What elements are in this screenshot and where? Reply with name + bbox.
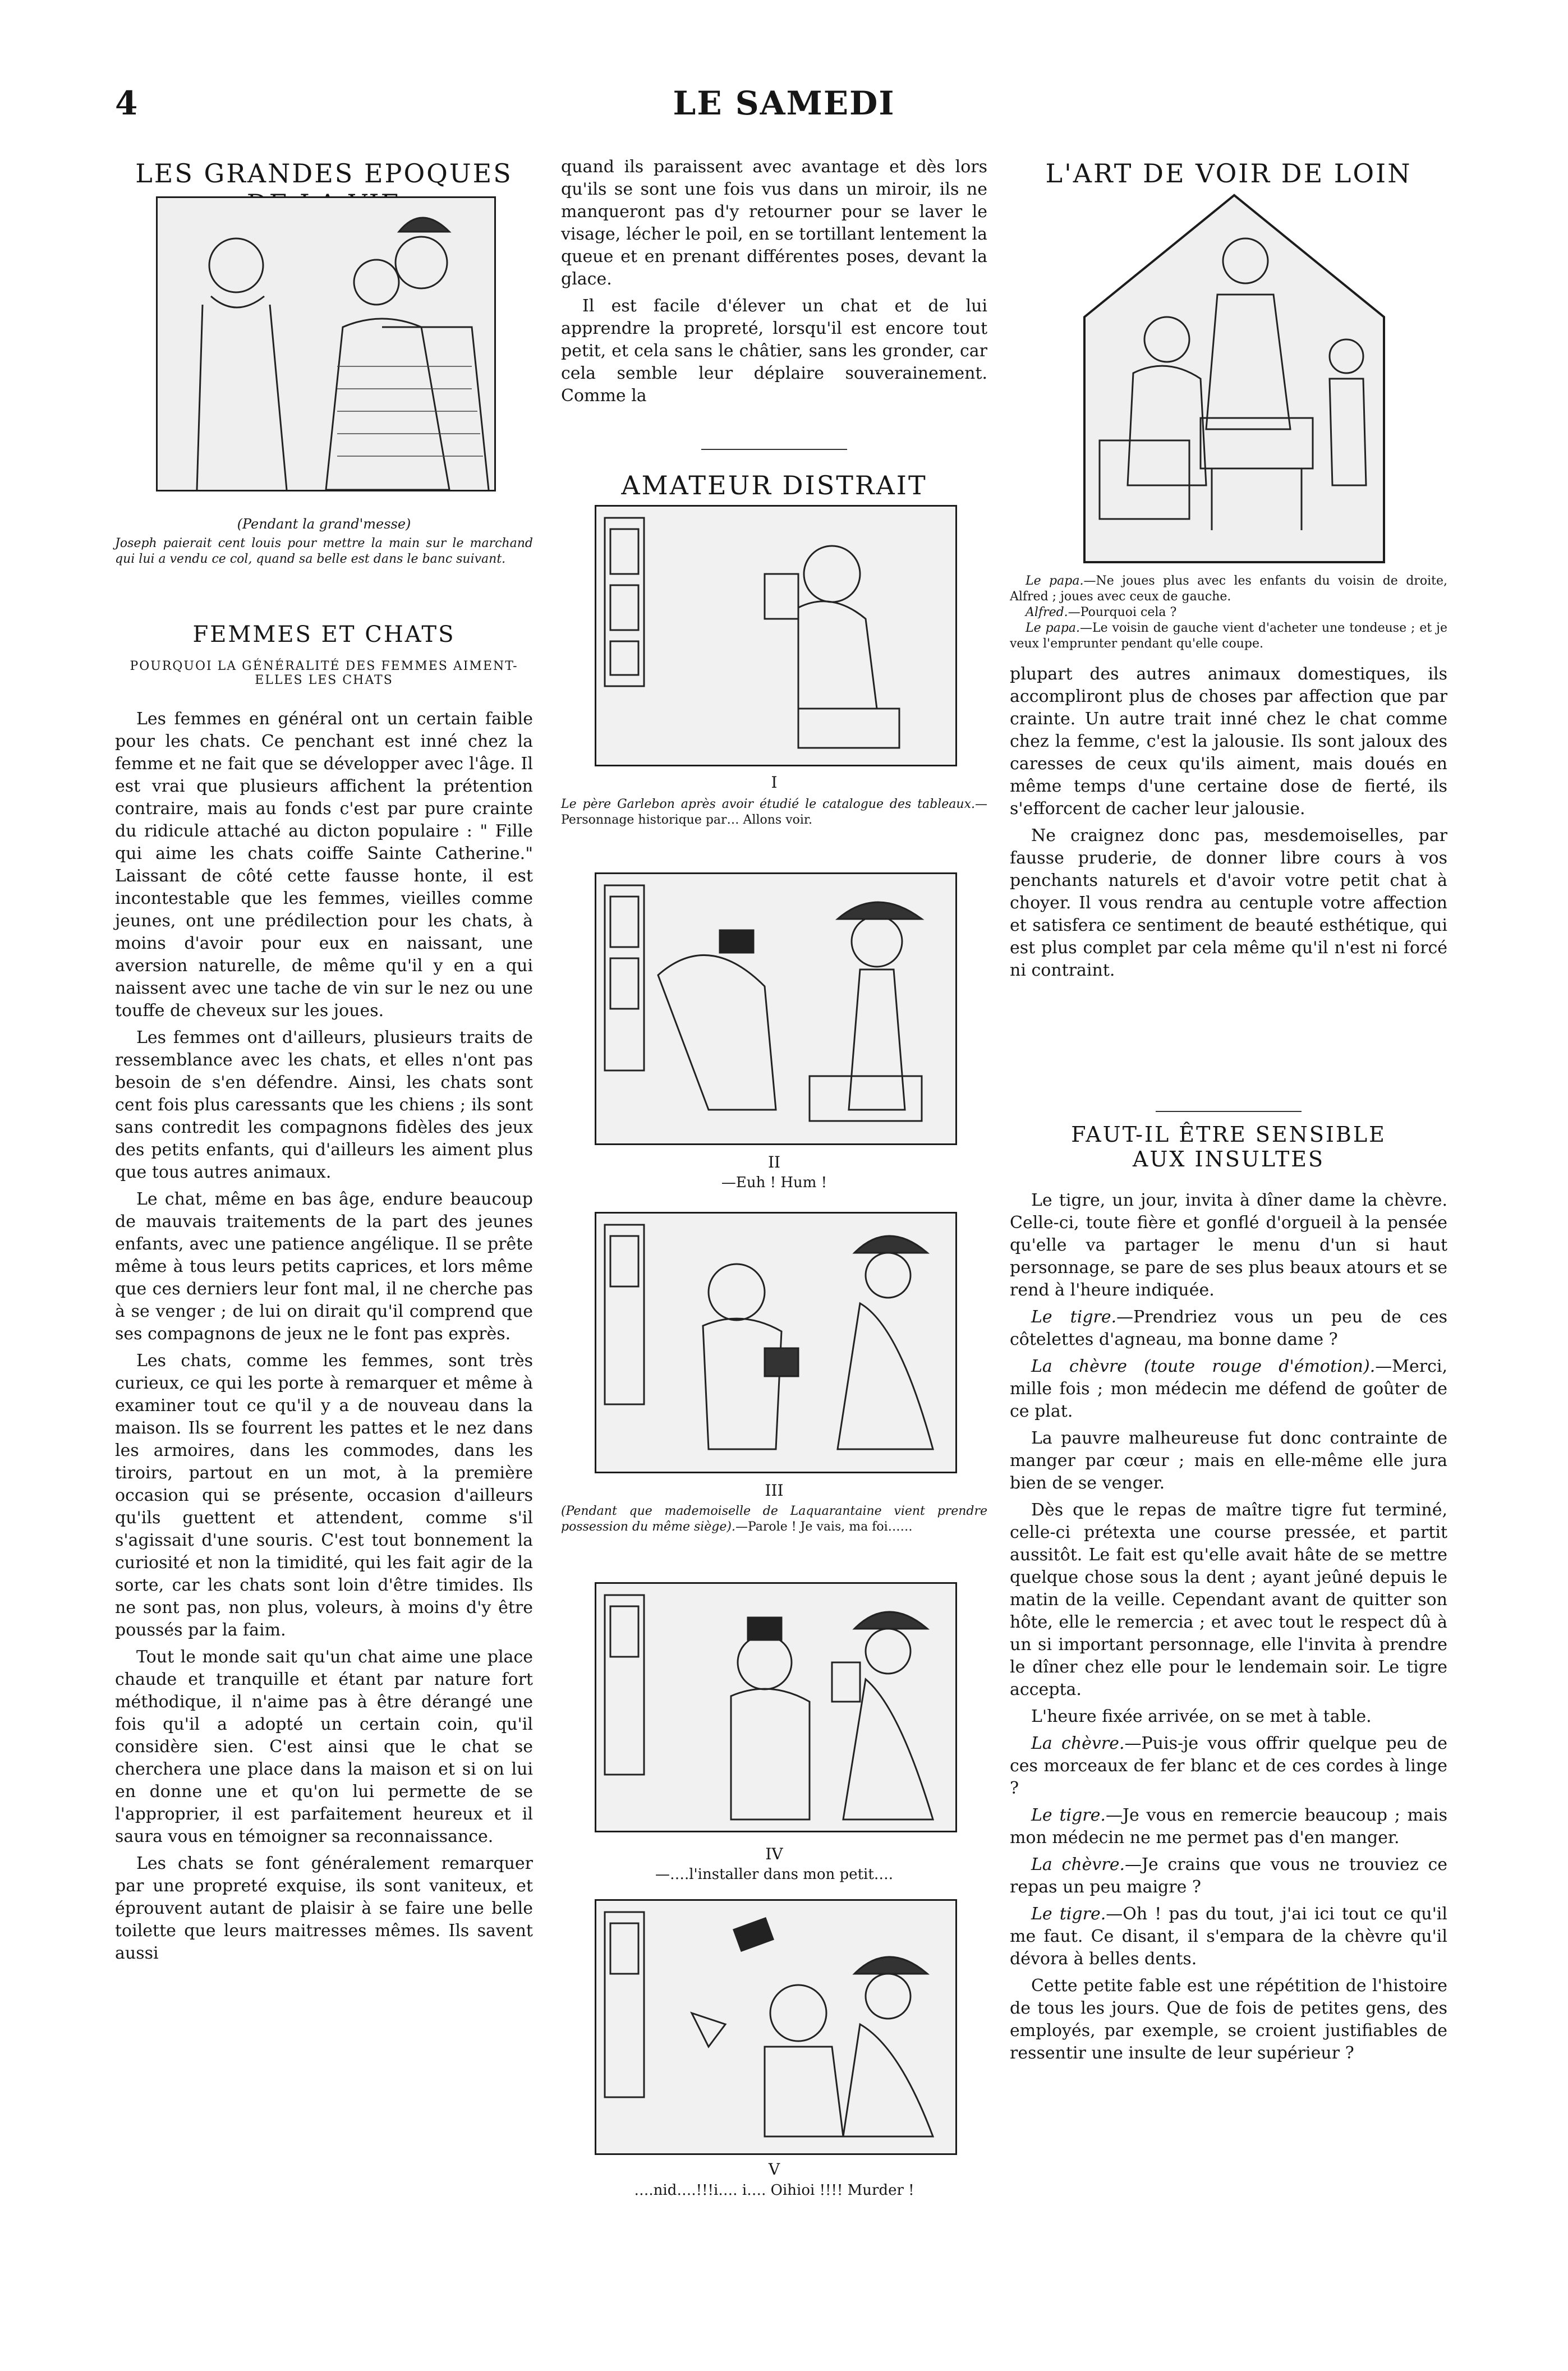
speaker: La chèvre. <box>1031 1855 1125 1874</box>
panel-caption-text: —Personnage historique par… Allons voir. <box>561 797 987 827</box>
fable-text: —Je crains que vous ne trouviez ce repas un peu maigre ? <box>1010 1855 1447 1897</box>
fable-text: Dès que le repas de maître tigre fut terminé, celle-ci prétexta une course pressée, et partit aussitôt. Le fait est qu'elle avait hâte de se mettre quelque chose sous la dent ; ayant jeûné depuis le matin de la veille. Cependant avant de quitter son hôte, elle le remercia ; et avec tout le respect dû à un si important personnage, elle l'invita à prendre le dîner chez elle pour le lendemain soir. Le tigre accepta. <box>1010 1500 1447 1699</box>
fable-paragraph <box>1010 1903 1447 1970</box>
panel-number: IV <box>765 1845 783 1863</box>
fable-text: —Merci, mille fois ; mon médecin me défend de goûter de ce plat. <box>1010 1357 1447 1421</box>
fable-text: Cette petite fable est une répétition de l'histoire de tous les jours. Que de fois de petites gens, des employés, par exemple, se croient justifiables de ressentir une insulte de leur supérieur ? <box>1010 1976 1447 2063</box>
panel-caption: —….l'installer dans mon petit…. <box>655 1866 894 1883</box>
dialogue-text: —Pourquoi cela ? <box>1068 605 1177 619</box>
panel-number: III <box>765 1481 784 1500</box>
article-kicker: POURQUOI LA GÉNÉRALITÉ DES FEMMES AIMENT-ELLES LES CHATS <box>130 659 518 687</box>
fable-paragraph <box>1010 1706 1447 1728</box>
paragraph: Les chats, comme les femmes, sont très curieux, ce qui les porte à remarquer et même à examiner tout ce qu'il y a de nouveau dans la maison. Ils se fourrent les pattes et le nez dans les armoires, dans les commodes, dans les tiroirs, partout en un mot, à la première occasion qui se présente, occasion d'ailleurs qu'ils guettent et attendent, comme s'il s'agissait d'une souris. C'est tout bonnement la curiosité et non la timidité, qui les fait agir de la sorte, car les chats sont loin d'être timides. Ils ne sont pas, non plus, voleurs, à moins d'y être poussés par la faim. <box>115 1351 533 1640</box>
fable-body <box>1010 1189 1447 2069</box>
fable-text: Le tigre, un jour, invita à dîner dame la chèvre. Celle-ci, toute fière et gonflé d'orgueil à la pensée qu'elle va partager le menu d'un si haut personnage, se pare de ses plus beaux atours et se rend à l'heure indiquée. <box>1010 1191 1447 1300</box>
fable-paragraph <box>1010 1733 1447 1800</box>
speaker: Le papa. <box>1026 574 1084 588</box>
speaker: Le tigre. <box>1031 1904 1106 1924</box>
fable-text: —Je vous en remercie beaucoup ; mais mon médecin ne me permet pas d'en manger. <box>1010 1805 1447 1848</box>
church-scene-illustration <box>156 196 496 491</box>
comic-panel-5 <box>595 1899 957 2155</box>
paragraph: Le chat, même en bas âge, endure beaucoup de mauvais traitements de la part des jeunes enfants, avec une patience angélique. Il se prête même à tous leurs petits caprices, et lors même que ces derniers leur font mal, il ne cherche pas à se venger ; de lui on dirait qu'il comprend que ses compagnons de jeux ne le font pas exprès. <box>115 1189 533 1344</box>
comic-panel-1 <box>595 505 957 766</box>
article-continuation <box>1010 663 1447 986</box>
article-continuation <box>561 156 987 412</box>
paragraph: Les femmes en général ont un certain faible pour les chats. Ce penchant est inné chez la femme et ne fait que se développer avec l'âge. Il est vrai que plusieurs affichent la prétention contraire, mais au fonds c'est par pure crainte du ridicule attaché au dicton populaire : " Fille qui aime les chats coiffe Sainte Catherine." Laissant de côté cette fausse honte, il est incontestable que les femmes, vieilles comme jeunes, ont une prédilection pour les chats, à moins d'avoir pour eux en naissant, une aversion naturelle, de même qu'il y en a qui naissent avec une tache de vin sur le nez ou une touffe de cheveux sur les joues. <box>115 709 533 1021</box>
paragraph: quand ils paraissent avec avantage et dès lors qu'ils se sont une fois vus dans un miroir, ils ne manqueront pas d'y retourner pour se laver le visage, lécher le poil, en se tortillant lentement la queue et en prenant différentes poses, devant la glace. <box>561 157 987 289</box>
article-body <box>115 708 533 1969</box>
journal-title: LE SAMEDI <box>673 84 895 122</box>
comic-panel-4 <box>595 1582 957 1832</box>
panel-number: V <box>768 2160 780 2179</box>
illustration-caption-title: (Pendant la grand'messe) <box>237 516 411 532</box>
comic-title: AMATEUR DISTRAIT <box>621 470 927 500</box>
fable-paragraph <box>1010 1427 1447 1495</box>
panel-number: I <box>771 773 778 792</box>
paragraph: plupart des autres animaux domestiques, ils accompliront plus de choses par affection que par crainte. Un autre trait inné chez le chat comme chez la femme, c'est la jalousie. Ils sont jaloux des caresses de ceux qu'ils aiment, mais doués en même temps d'une certaine dose de fierté, ils s'efforcent de cacher leur jalousie. <box>1010 664 1447 819</box>
panel-caption: ….nid….!!!i…. i…. Oihioi !!!! Murder ! <box>634 2182 914 2199</box>
fable-title: FAUT-IL ÊTRE SENSIBLE AUX INSULTES <box>1071 1122 1386 1171</box>
fable-paragraph <box>1010 1854 1447 1899</box>
fable-text: La pauvre malheureuse fut donc contrainte de manger par cœur ; mais en elle-même elle jura bien de se venger. <box>1010 1428 1447 1493</box>
panel-caption-italic: Le père Garlebon après avoir étudié le catalogue des tableaux. <box>561 797 975 811</box>
dialogue-line <box>1010 621 1447 652</box>
panel-caption: —Euh ! Hum ! <box>721 1174 827 1191</box>
col3-title: L'ART DE VOIR DE LOIN <box>1045 158 1412 189</box>
article-title: FEMMES ET CHATS <box>192 622 456 647</box>
fable-text: —Puis-je vous offrir quelque peu de ces morceaux de fer blanc et de ces cordes à linge ? <box>1010 1734 1447 1798</box>
panel-number: II <box>767 1153 781 1171</box>
page-number: 4 <box>115 84 138 122</box>
speaker: Le tigre. <box>1031 1307 1117 1327</box>
fable-text: —Oh ! pas du tout, j'ai ici tout ce qu'il me faut. Ce disant, il s'empara de la chèvre qu'il dévora à belles dents. <box>1010 1904 1447 1969</box>
panel-caption <box>561 1504 987 1535</box>
family-scene-illustration <box>1083 194 1386 564</box>
fable-paragraph <box>1010 1499 1447 1701</box>
paragraph: Tout le monde sait qu'un chat aime une place chaude et tranquille et étant par nature fort méthodique, il n'aime pas à être dérangé une fois qu'il a adopté un certain coin, qu'il considère sien. C'est ainsi que le chat se cherchera une place dans la maison et si on lui en donne une et qu'on lui permette de se l'approprier, il est parfaitement heureux et il saura vous en témoigner sa reconnaissance. <box>115 1647 533 1846</box>
fable-text: L'heure fixée arrivée, on se met à table. <box>1031 1707 1372 1726</box>
illustration-caption: Joseph paierait cent louis pour mettre la main sur le marchand qui lui a vendu ce col, quand sa belle est dans le banc suivant. <box>115 536 533 566</box>
fable-text: —Prendriez vous un peu de ces côtelettes d'agneau, ma bonne dame ? <box>1010 1307 1447 1349</box>
comic-panel-3 <box>595 1212 957 1473</box>
divider <box>701 449 847 450</box>
speaker: La chèvre. <box>1031 1734 1125 1753</box>
fable-paragraph <box>1010 1306 1447 1351</box>
dialogue-line <box>1010 573 1447 605</box>
fable-paragraph <box>1010 1189 1447 1302</box>
fable-paragraph <box>1010 1975 1447 2065</box>
paragraph: Ne craignez donc pas, mesdemoiselles, par fausse pruderie, de donner libre cours à vos penchants naturels et d'avoir votre petit chat à choyer. Il vous rendra au centuple votre affection et satisfera ce sentiment de beauté esthétique, qui est plus complet par cela même qu'il n'est ni forcé ni contraint. <box>1010 826 1447 980</box>
dialogue <box>1010 573 1447 652</box>
speaker: Le papa. <box>1026 621 1080 635</box>
comic-panel-2 <box>595 872 957 1145</box>
speaker: Le tigre. <box>1031 1805 1106 1825</box>
divider <box>1156 1111 1302 1112</box>
paragraph: Les chats se font généralement remarquer par une propreté exquise, ils sont vaniteux, et éprouvent autant de plaisir à se faire une belle toilette que leurs maitresses mêmes. Ils savent aussi <box>115 1854 533 1963</box>
paragraph: Il est facile d'élever un chat et de lui apprendre la propreté, lorsqu'il est encore tout petit, et cela sans le châtier, sans les gronder, car cela semble leur déplaire souverainement. Comme la <box>561 296 987 406</box>
paragraph: Les femmes ont d'ailleurs, plusieurs traits de ressemblance avec les chats, et elles n'ont pas besoin de s'en défendre. Ainsi, les chats sont cent fois plus caressants que les chiens ; ils sont sans contredit les compagnons fidèles des jeux des petits enfants, qui d'ailleurs les aiment plus que tous autres animaux. <box>115 1028 533 1182</box>
dialogue-text: —Ne joues plus avec les enfants du voisin de droite, Alfred ; joues avec ceux de gauche. <box>1010 574 1447 604</box>
dialogue-line <box>1010 605 1447 621</box>
speaker: Alfred. <box>1026 605 1068 619</box>
col1-title: LES GRANDES EPOQUES <box>135 158 513 189</box>
panel-caption-text: —Parole ! Je vais, ma foi…… <box>735 1520 913 1534</box>
fable-paragraph <box>1010 1804 1447 1849</box>
speaker: La chèvre (toute rouge d'émotion). <box>1031 1357 1376 1376</box>
fable-paragraph <box>1010 1355 1447 1423</box>
panel-caption-italic: (Pendant que mademoiselle de Laquarantaine vient prendre possession du même siège). <box>561 1504 987 1534</box>
dialogue-text: —Le voisin de gauche vient d'acheter une tondeuse ; et je veux l'emprunter pendant qu'elle coupe. <box>1010 621 1447 651</box>
panel-caption <box>561 797 987 828</box>
